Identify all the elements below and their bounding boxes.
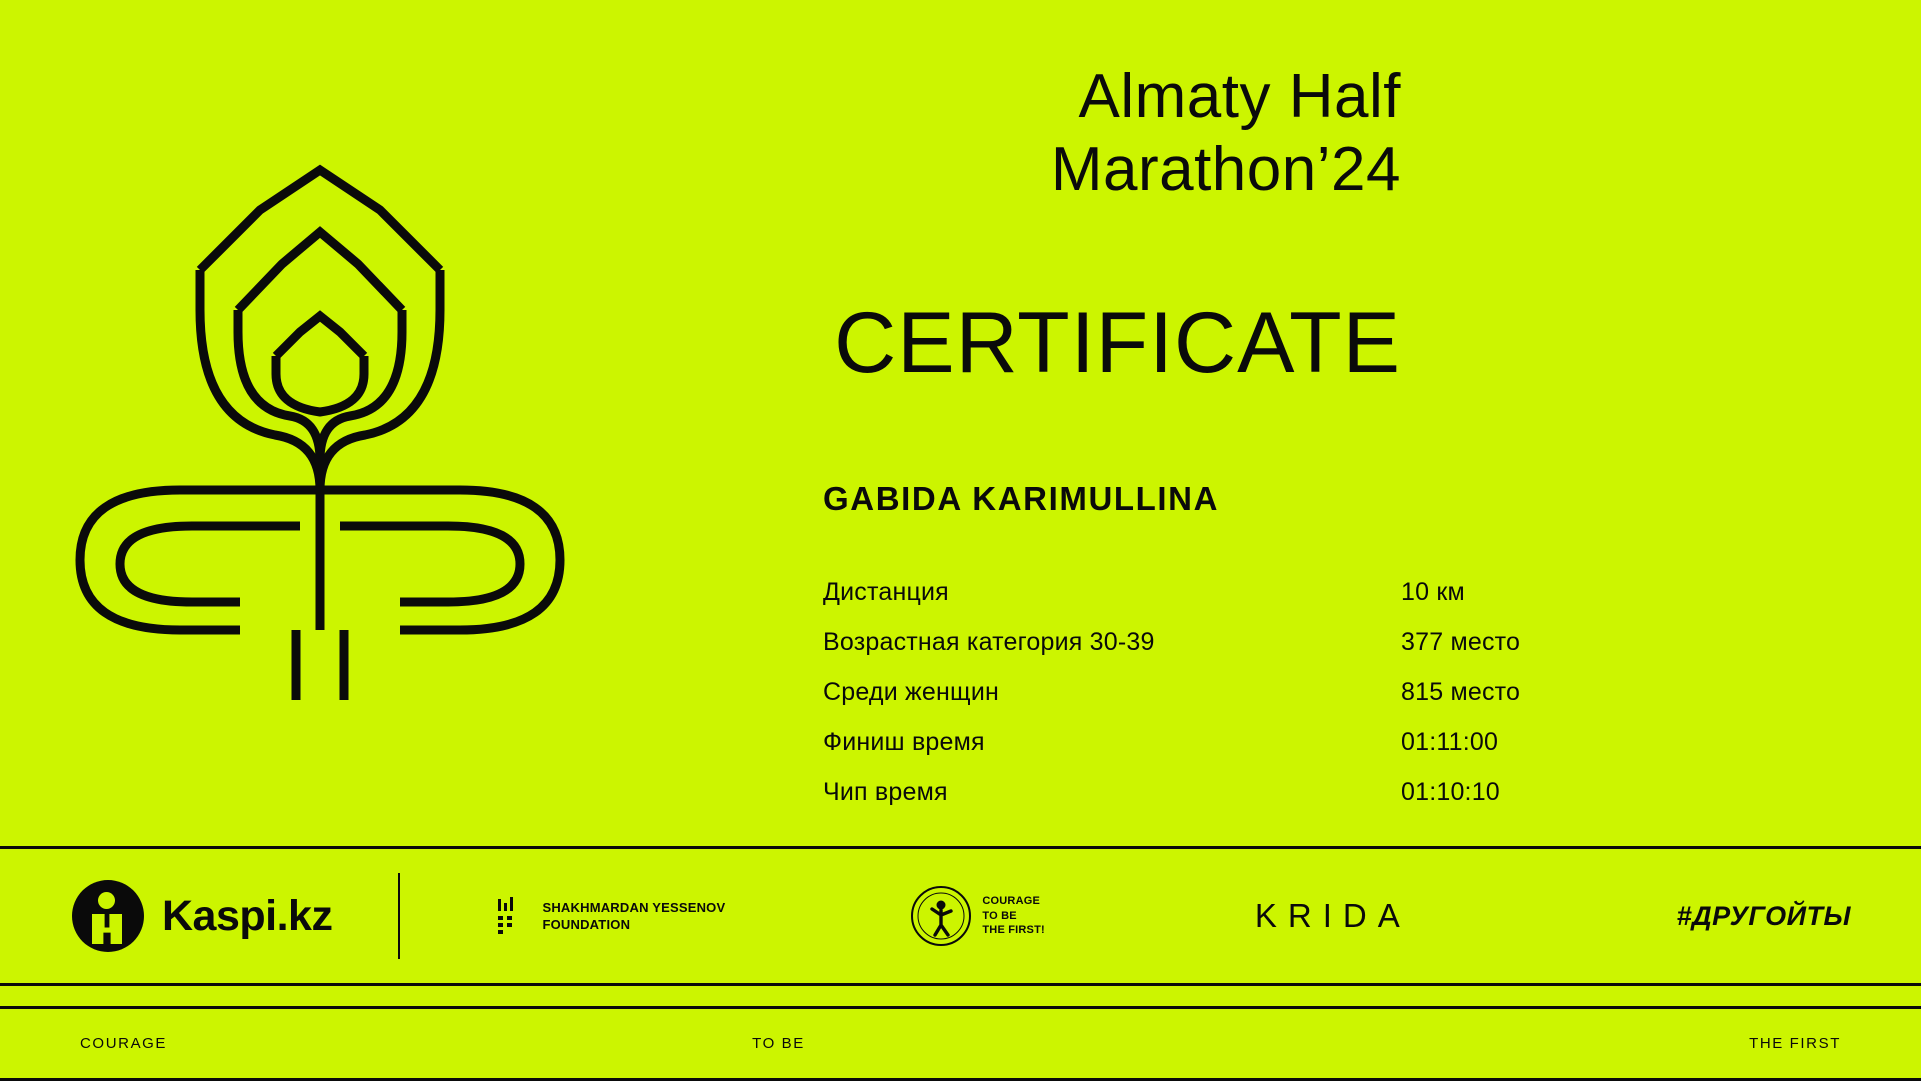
table-row [823, 778, 1603, 828]
sponsor-divider [398, 873, 400, 959]
result-label: Среди женщин [823, 678, 999, 706]
footer-strip [0, 1006, 1921, 1081]
event-title-line-2: Marathon’24 [1050, 135, 1401, 205]
corporate-fund-label [982, 894, 1045, 939]
table-row [823, 628, 1603, 678]
kaspi-label: Kaspi.kz [162, 891, 333, 940]
sponsor-kaspi [72, 880, 332, 952]
sponsor-bar [0, 846, 1921, 986]
table-row [823, 728, 1603, 778]
athlete-name: GABIDA KARIMULLINA [823, 480, 1220, 517]
result-label: Чип время [823, 778, 948, 806]
result-label: Возрастная категория 30-39 [823, 628, 1155, 656]
footer-center-text: TO BE [752, 1035, 805, 1052]
document-type-heading: CERTIFICATE [834, 295, 1401, 391]
footer-left-text: COURAGE [80, 1035, 168, 1052]
corporate-fund-line-1: COURAGE [982, 894, 1040, 907]
sponsor-yessenov [496, 897, 725, 935]
yessenov-logo-icon [496, 897, 530, 935]
yessenov-label [542, 899, 725, 933]
result-label: Дистанция [823, 578, 949, 606]
result-value: 10 км [1401, 578, 1465, 606]
results-table [823, 578, 1603, 828]
corporate-fund-logo-icon [910, 885, 972, 947]
sponsor-krida-label: KRIDA [1254, 897, 1411, 934]
result-value: 377 место [1401, 628, 1521, 656]
corporate-fund-line-3: THE FIRST! [982, 924, 1045, 937]
event-title-line-1: Almaty Half [1078, 62, 1401, 131]
result-label: Финиш время [823, 728, 985, 756]
kaspi-logo-icon [72, 880, 144, 952]
result-value: 01:10:10 [1401, 778, 1500, 806]
result-value: 815 место [1401, 678, 1521, 706]
event-title [321, 60, 1401, 206]
table-row [823, 678, 1603, 728]
tulip-emblem-icon [60, 160, 580, 720]
result-value: 01:11:00 [1401, 728, 1499, 756]
footer-right-text: THE FIRST [1749, 1035, 1841, 1052]
table-row [823, 578, 1603, 628]
sponsor-drugoity-label: #ДРУГОЙТЫ [1676, 900, 1851, 931]
yessenov-label-line-2: FOUNDATION [542, 917, 631, 932]
yessenov-label-line-1: SHAKHMARDAN YESSENOV [542, 899, 726, 915]
sponsor-corporate-fund [910, 885, 1045, 947]
corporate-fund-line-2: TO BE [982, 909, 1017, 922]
